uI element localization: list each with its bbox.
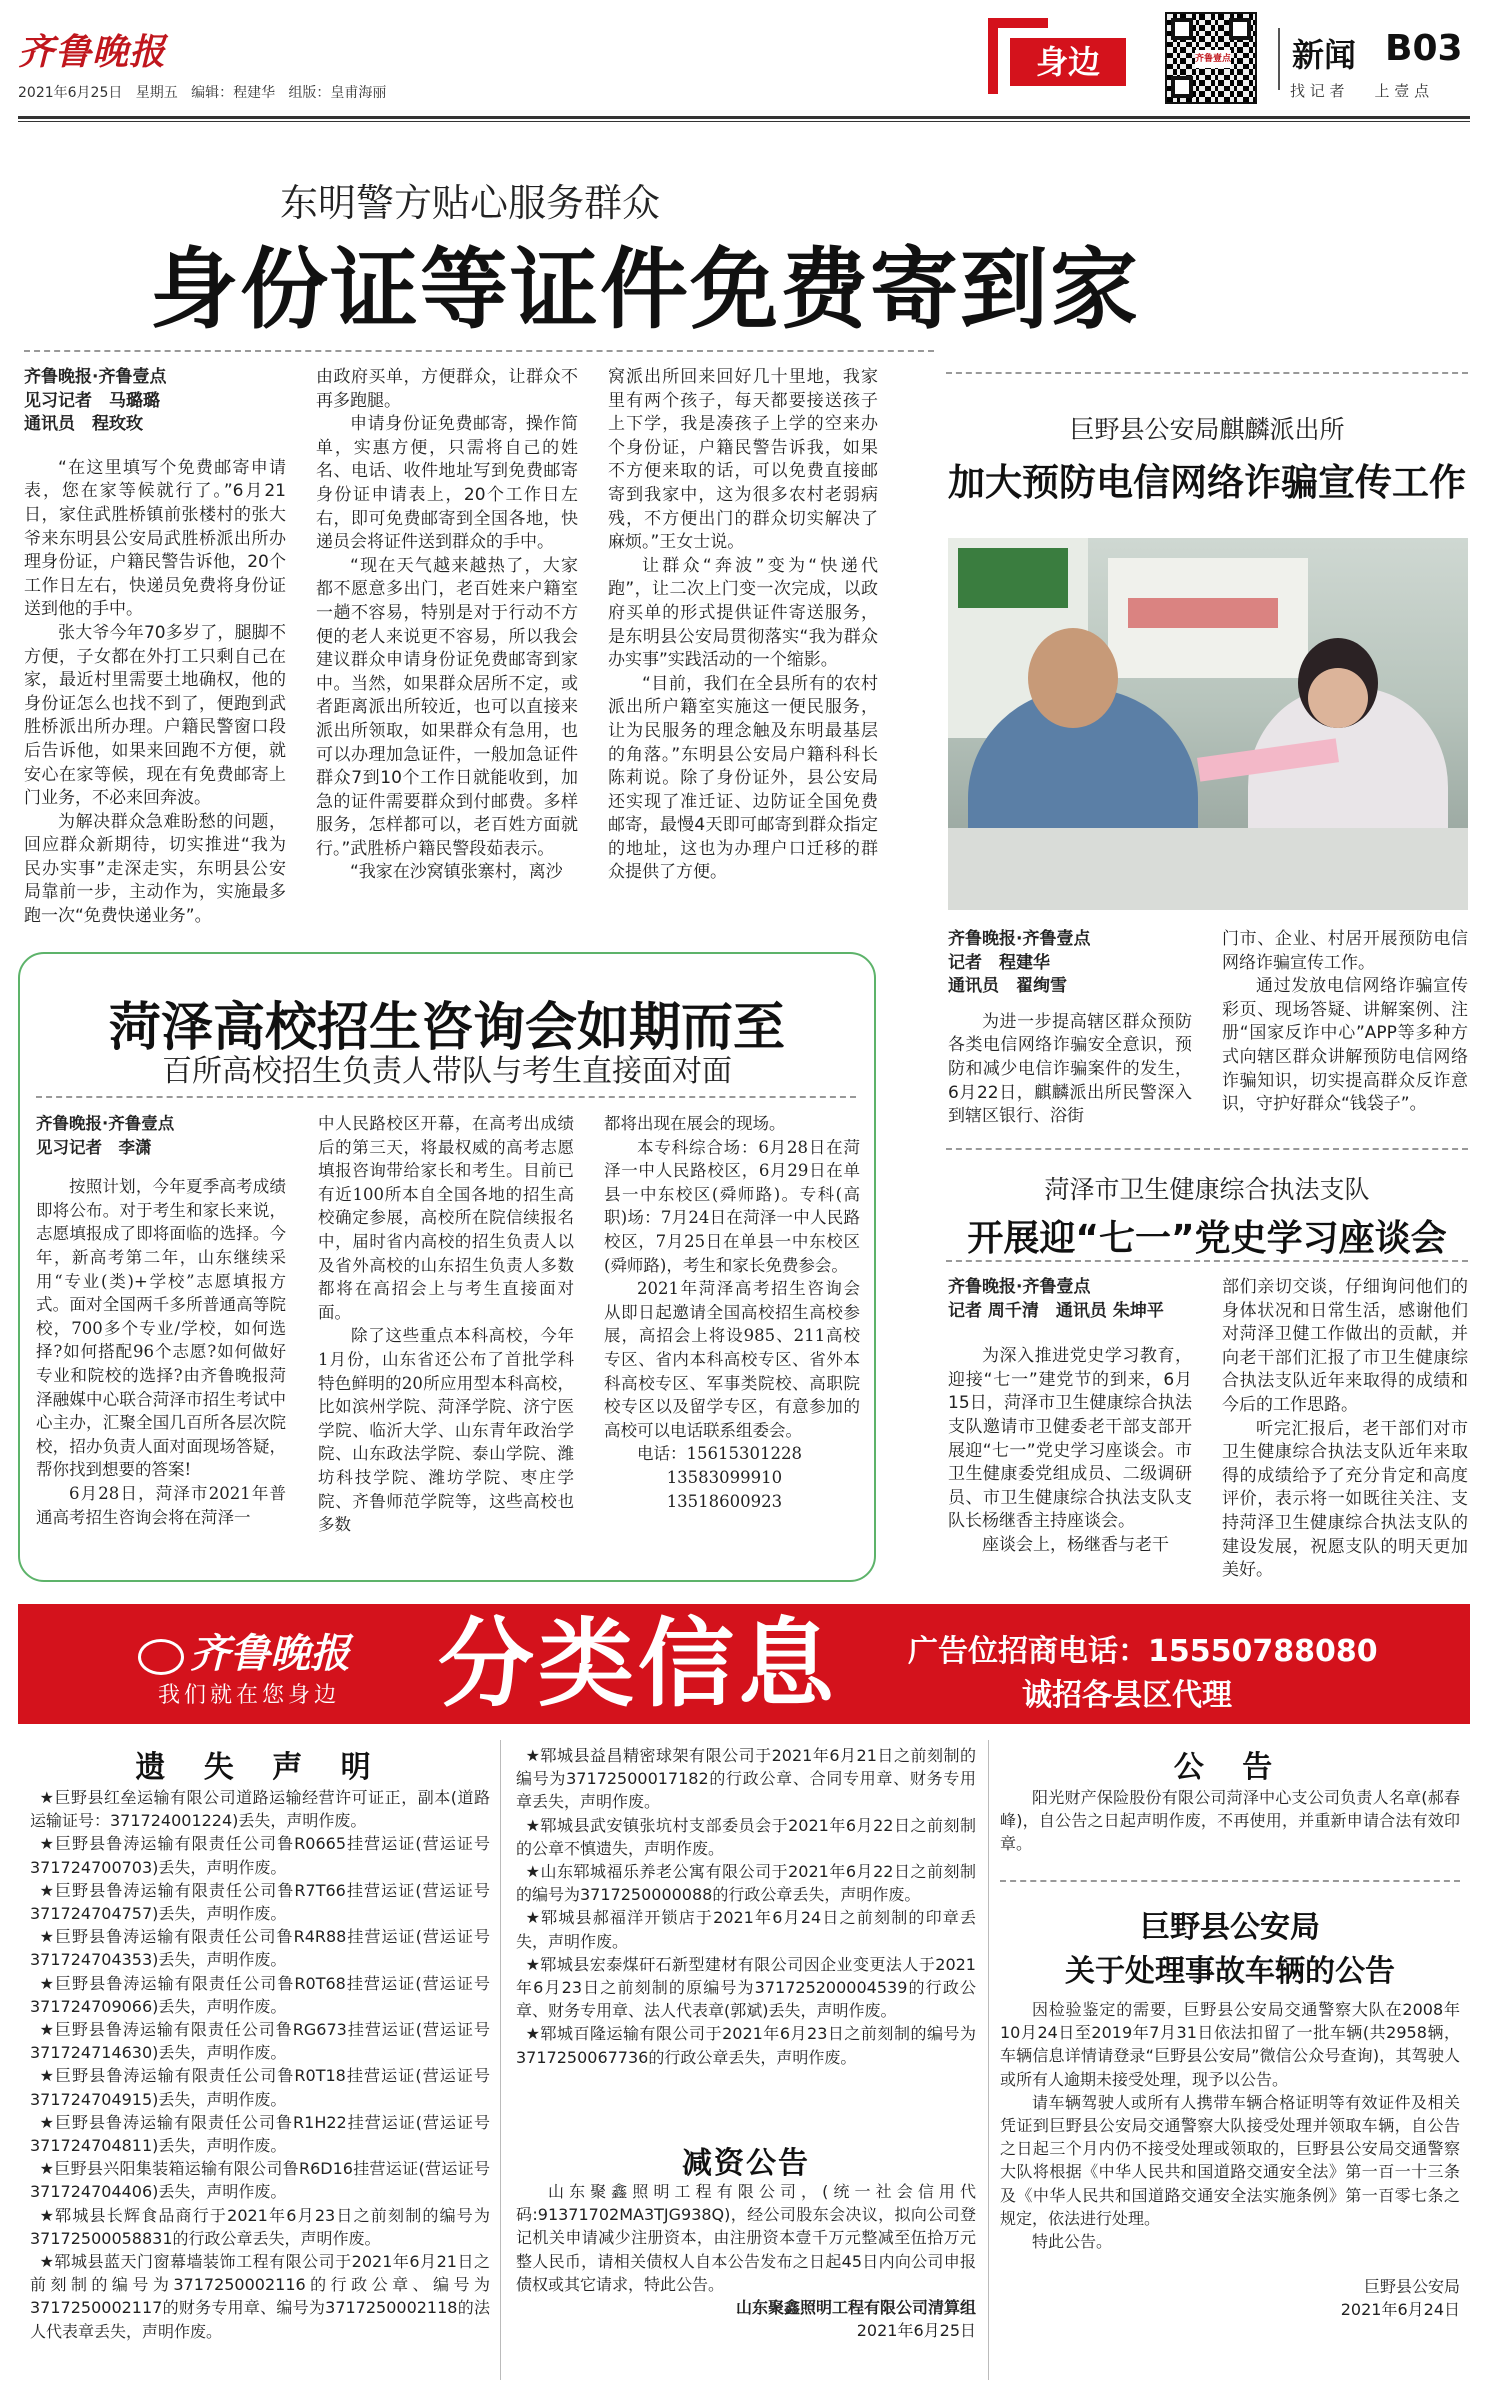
box-col-2 (318, 1112, 574, 1537)
header-rule (18, 116, 1470, 119)
paragraph: 为深入推进党史学习教育，迎接“七一”建党节的到来，6月15日，菏泽市卫生健康综合执法支队邀请市卫健委老干部支部开展迎“七一”党史学习座谈会。市卫生健康委党组成员、二级调研员、市卫生健康综合执法支队支队长杨继香主持座谈会。 (948, 1346, 1192, 1532)
notice-body (1000, 1786, 1460, 1856)
lost-item: ★郓城县郝福洋开锁店于2021年6月24日之前刻制的印章丢失，声明作废。 (516, 1908, 976, 1951)
paragraph: “我家在沙窝镇张寨村，离沙 (350, 862, 563, 883)
paragraph: 6月28日，菏泽市2021年普通高考招生咨询会将在菏泽一 (36, 1483, 286, 1527)
header-slogan: 找 记 者 上 壹 点 (1290, 82, 1430, 100)
notice-text: 阳光财产保险股份有限公司菏泽中心支公司负责人名章(郝春峰)，自公告之日起声明作废，不再使用，并重新申请合法有效印章。 (1000, 1788, 1460, 1854)
capital-date: 2021年6月25日 (856, 2321, 976, 2341)
capital-notice (516, 2180, 976, 2342)
lead-byline-2: 见习记者 马璐璐 (24, 390, 160, 411)
lost-item: ★巨野县鲁涛运输有限责任公司鲁R0T18挂营运证(营运证号371724704915)丢失，声明作废。 (30, 2066, 490, 2109)
paragraph: 2021年菏泽高考招生咨询会从即日起邀请全国高校招生高校参展，高招会上将设985、211高校专区、省内本科高校专区、省外本科高校专区、军事类院校、高职院校专区以及留学专区，有意参加的高校可以电话联系组委会。 (604, 1279, 860, 1440)
lead-col-2 (316, 366, 578, 885)
paragraph: “目前，我们在全县所有的农村派出所户籍室实施这一便民服务，让为民服务的理念触及东明最基层的角落。”东明县公安局户籍科科长陈莉说。除了身份证外，县公安局还实现了准迁证、边防证全国免费邮寄，最慢4天即可邮寄到群众指定的地址，这也为办理户口迁移的群众提供了方便。 (608, 673, 878, 883)
lead-kicker: 东明警方贴心服务群众 (279, 181, 660, 225)
right-top-byline-2: 记者 程建华 (948, 952, 1050, 973)
issue-date (18, 82, 386, 102)
qr-brand-label: 齐鲁壹点 (1195, 50, 1231, 68)
lost-item: ★郓城县长辉食品商行于2021年6月23日之前刻制的编号为3717250005883​1的行政公章丢失，声明作废。 (30, 2205, 490, 2248)
right-top-kicker: 巨野县公安局麒麟派出所 (1069, 415, 1345, 444)
police-photo (948, 538, 1468, 910)
lost-item: ★郓城县蓝天门窗幕墙装饰工程有限公司于2021年6月21日之前刻制的编号为3717250002116的行政公章、编号为3717250002117的财务专用章、编号为3717250002118的法人代表章丢失，声明作废。 (30, 2252, 490, 2341)
right-mid-byline-1: 齐鲁晚报·齐鲁壹点 (948, 1277, 1091, 1297)
paragraph: 按照计划，今年夏季高考成绩即将公布。对于考生和家长来说，志愿填报成了即将面临的选择。今年，新高考第二年，山东继续采用“专业(类)+学校”志愿填报方式。面对全国两千多所普通高等院校，700多个专业/学校，如何选择?如何搭配96个志愿?如何做好专业和院校的选择?由齐鲁晚报菏泽融媒中心联合菏泽市招生考试中心主办，汇聚全国几百所各层次院校，招办负责人面对面现场答疑，帮你找到想要的答案! (36, 1177, 286, 1480)
police-notice-title-1: 巨野县公安局 (1140, 1910, 1320, 1945)
lost-item: ★巨野县鲁涛运输有限责任公司鲁RG673挂营运证(营运证号371724714630)丢失，声明作废。 (30, 2020, 490, 2063)
banner-phone: 广告位招商电话：15550788080 (908, 1634, 1378, 1669)
police-date: 2021年6月24日 (1340, 2300, 1460, 2320)
paragraph: “在这里填写个免费邮寄申请表，您在家等候就行了。”6月21日，家住武胜桥镇前张楼村的张大爷来东明县公安局武胜桥派出所办理身份证，户籍民警告诉他，20个工作日左右，快递员免费将身份证送到他的手中。 (24, 457, 286, 620)
lead-col-1 (24, 366, 286, 929)
paragraph: 座谈会上，杨继香与老干 (982, 1534, 1169, 1555)
police-notice-title-2: 关于处理事故车辆的公告 (1065, 1954, 1395, 1989)
section-tab (988, 18, 1140, 94)
paragraph: 本专科综合场：6月28日在菏泽一中人民路校区，6月29日在单县一中东校区(舜师路)。专科(高职)场：7月24日在菏泽一中人民路校区，7月25日在单县一中东校区(舜师路)，考生和家长免费参会。 (604, 1137, 860, 1275)
right-mid-title: 开展迎“七一”党史学习座谈会 (967, 1218, 1447, 1259)
capital-text: 山东聚鑫照明工程有限公司，(统一社会信用代码:91371702MA3TJG938Q)，经公司股东会决议，拟向公司登记机关申请减少注册资本，由注册资本壹千万元整减至伍拾万元整人民币，请相关债权人自本公告发布之日起45日内向公司申报债权或其它请求，特此公告。 (516, 2182, 976, 2294)
paragraph: 为解决群众急难盼愁的问题，回应群众新期待，切实推进“我为民办实事”走深走实，东明县公安局靠前一步，主动作为，实施最多跑一次“免费快递业务”。 (24, 811, 286, 927)
police-paragraph: 特此公告。 (1032, 2232, 1113, 2252)
paragraph: 申请身份证免费邮寄，操作简单，实惠方便，只需将自己的姓名、电话、收件地址写到免费邮寄身份证申请表上，20个工作日左右，即可免费邮寄到全国各地，快递员会将证件送到群众的手中。 (316, 414, 578, 553)
lost-item: ★巨野县鲁涛运输有限责任公司鲁R0665挂营运证(营运证号371724700703)丢失，声明作废。 (30, 1834, 490, 1877)
right-top-col-1 (948, 928, 1192, 1129)
capital-sign: 山东聚鑫照明工程有限公司清算组 (735, 2298, 976, 2318)
paragraph: 通过发放电信网络诈骗宣传彩页、现场答疑、讲解案例、注册“国家反诈中心”APP等多种方式向辖区群众讲解预防电信网络诈骗知识，切实提高群众反诈意识，守护好群众“钱袋子”。 (1222, 976, 1468, 1115)
right-top-col-2 (1222, 928, 1468, 1117)
right-top-byline-3: 通讯员 翟绚雪 (948, 976, 1067, 997)
right-mid-col-1 (948, 1276, 1192, 1558)
masthead-logo: 齐鲁晚报 (18, 31, 167, 73)
right-top-byline-1: 齐鲁晚报·齐鲁壹点 (948, 929, 1091, 949)
police-notice-body (1000, 1998, 1460, 2322)
lost-item: ★巨野县鲁涛运输有限责任公司鲁R7T66挂营运证(营运证号371724704757)丢失，声明作废。 (30, 1880, 490, 1924)
right-mid-byline-2: 记者 周千清 通讯员 朱坤平 (948, 1300, 1164, 1321)
layout-text: 组版：皇甫海丽 (288, 85, 387, 101)
paragraph: 听完汇报后，老干部们对市卫生健康综合执法支队近年来取得的成绩给予了充分肯定和高度评价，表示将一如既往关注、支持菏泽卫生健康综合执法支队的建设发展，祝愿支队的明天更加美好。 (1222, 1418, 1468, 1581)
lost-item: ★巨野县鲁涛运输有限责任公司鲁R0T68挂营运证(营运证号371724709066)丢失，声明作废。 (30, 1973, 490, 2016)
lost-item: ★巨野县鲁涛运输有限责任公司鲁R4R88挂营运证(营运证号371724704353)丢失，声明作废。 (30, 1927, 490, 1970)
paragraph: 让群众“奔波”变为“快递代跑”，让二次上门变一次完成，以政府买单的形式提供证件寄送服务，是东明县公安局贯彻落实“我为群众办实事”实践活动的一个缩影。 (608, 555, 878, 671)
qr-code[interactable] (1165, 12, 1257, 104)
box-title: 菏泽高校招生咨询会如期而至 (108, 998, 785, 1058)
lost-item: ★郓城县益昌精密球架有限公司于2021年6月21日之前刻制的编号为37172500017182的行政公章、合同专用章、财务专用章丢失，声明作废。 (516, 1746, 976, 1812)
paragraph: 为进一步提高辖区群众预防各类电信网络诈骗安全意识，预防和减少电信诈骗案件的发生，6月22日，麒麟派出所民警深入到辖区银行、浴街 (948, 1011, 1192, 1127)
box-byline-1: 齐鲁晚报·齐鲁壹点 (36, 1114, 175, 1133)
box-col-3 (604, 1112, 860, 1513)
box-subtitle: 百所高校招生负责人带队与考生直接面对面 (162, 1054, 732, 1089)
police-paragraph: 请车辆驾驶人或所有人携带车辆合格证明等有效证件及相关凭证到巨野县公安局交通警察大队接受处理并领取车辆，自公告之日起三个月内仍不接受处理或领取的，巨野县公安局交通警察大队将根据《中华人民共和国道路交通安全法》第一百一十三条及《中华人民共和国道路交通安全法实施条例》第一百零七条之规定，依法进行处理。 (1000, 2092, 1460, 2228)
notice-title: 公 告 (1173, 1750, 1287, 1785)
lost-title: 遗 失 声 明 (135, 1750, 385, 1785)
paragraph: 门市、企业、村居开展预防电信网络诈骗宣传工作。 (1222, 929, 1468, 973)
date-text: 2021年6月25日 (18, 85, 123, 101)
box-byline-2: 见习记者 李潇 (36, 1137, 152, 1157)
page-category: 新闻 (1292, 36, 1357, 74)
lost-notices (30, 1786, 490, 2343)
phone-line: 13518600923 (666, 1491, 783, 1511)
banner-logo-slogan: 我们就在您身边 (158, 1683, 341, 1708)
right-mid-kicker: 菏泽市卫生健康综合执法支队 (1044, 1175, 1370, 1204)
lost-item: ★巨野县鲁涛运输有限责任公司鲁R1H22挂营运证(营运证号371724704811)丢失，声明作废。 (30, 2112, 490, 2156)
classified-banner (18, 1604, 1470, 1724)
lead-byline-1: 齐鲁晚报·齐鲁壹点 (24, 367, 167, 387)
weekday-text: 星期五 (135, 85, 178, 101)
police-paragraph: 因检验鉴定的需要，巨野县公安局交通警察大队在2008年10月24日至2019年7月31日依法扣留了一批车辆(共2958辆，车辆信息详情请登录“巨野县公安局”微信公众号查询)，其驾驶人或所有人逾期未接受处理，现予以公告。 (1000, 2000, 1460, 2089)
box-col-1 (36, 1112, 286, 1529)
lost-item: ★郓城县宏泰煤矸石新型建材有限公司因企业变更法人于2021年6月23日之前刻制的原编号为371725200004539的行政公章、财务专用章、法人代表章(郭斌)丢失，声明作废。 (516, 1954, 976, 2021)
paragraph: 张大爷今年70多岁了，腿脚不方便，子女都在外打工只剩自己在家，最近村里需要土地确权，他的身份证怎么也找不到了，便跑到武胜桥派出所办理。户籍民警窗口段后告诉他，如果来回跑不方便，就安心在家等候，现在有免费邮寄上门业务，不必来回奔波。 (24, 622, 286, 809)
lead-title: 身份证等证件免费寄到家 (149, 238, 1140, 341)
paragraph: 窝派出所回来回好几十里地，我家里有两个孩子，每天都要接送孩子上下学，我是凑孩子上学的空来办个身份证，户籍民警告诉我，如果不方便来取的话，可以免费直接邮寄到我家中，这为很多农村老弱病残，不方便出门的群众切实解决了麻烦。”王女士说。 (608, 367, 878, 553)
lost-item: ★巨野县兴阳集装箱运输有限公司鲁R6D16挂营运证(营运证号371724704406)丢失，声明作废。 (30, 2159, 490, 2202)
lost-item: ★山东郓城福乐养老公寓有限公司于2021年6月22日之前刻制的编号为3717250000088的行政公章丢失，声明作废。 (516, 1862, 976, 1905)
lost-item: ★郓城县武安镇张坑村支部委员会于2021年6月22日之前刻制的公章不慎遗失，声明作废。 (516, 1815, 976, 1858)
editor-text: 编辑：程建华 (191, 85, 276, 101)
banner-agent: 诚招各县区代理 (1022, 1678, 1232, 1713)
banner-title: 分类信息 (438, 1608, 838, 1720)
phone-line: 电话：15615301228 (637, 1444, 802, 1464)
banner-logo-icon (138, 1639, 184, 1675)
paragraph: 部们亲切交谈，仔细询问他们的身体状况和日常生活，感谢他们对菏泽卫健工作做出的贡献，并向老干部们汇报了市卫生健康综合执法支队近年来取得的成绩和今后的工作思路。 (1222, 1277, 1468, 1415)
section-label: 身边 (1010, 38, 1126, 86)
lead-col-3 (608, 366, 878, 885)
right-top-title: 加大预防电信网络诈骗宣传工作 (948, 461, 1466, 504)
right-mid-col-2 (1222, 1276, 1468, 1583)
lost-item: ★巨野县红垒运输有限公司道路运输经营许可证正，副本(道路运输证号：371724001224)丢失，声明作废。 (30, 1788, 490, 1831)
paragraph: 由政府买单，方便群众，让群众不再多跑腿。 (316, 367, 578, 411)
paragraph: 都将出现在展会的现场。 (604, 1114, 786, 1133)
police-sign: 巨野县公安局 (1363, 2277, 1460, 2297)
phone-line: 13583099910 (666, 1467, 783, 1487)
paragraph: 除了这些重点本科高校，今年1月份，山东省还公布了首批学科特色鲜明的20所应用型本科高校，比如滨州学院、菏泽学院、济宁医学院、临沂大学、山东青年政治学院、山东政法学院、泰山学院、潍坊科技学院、潍坊学院、枣庄学院、齐鲁师范学院等，这些高校也多数 (318, 1326, 574, 1535)
lost-item: ★郓城百隆运输有限公司于2021年6月23日之前刻制的编号为3717250067736的行政公章丢失，声明作废。 (516, 2024, 976, 2067)
mid-notices (516, 1744, 976, 2069)
banner-logo: 齐鲁晚报 (138, 1622, 350, 1679)
lead-byline-3: 通讯员 程玫玫 (24, 414, 143, 435)
capital-title: 减资公告 (682, 2146, 810, 2181)
paragraph: “现在天气越来越热了，大家都不愿意多出门，老百姓来户籍室一趟不容易，特别是对于行动不方便的老人来说更不容易，所以我会建议群众申请身份证免费邮寄到家中。当然，如果群众居所不定，或者距离派出所较近，也可以直接来派出所领取，如果群众有急用，也可以办理加急证件，一般加急证件群众7到10个工作日就能收到，加急的证件需要群众到付邮费。多样服务，怎样都可以，老百姓方面就行。”武胜桥户籍民警段茹表示。 (316, 555, 578, 859)
paragraph: 中人民路校区开幕，在高考出成绩后的第三天，将最权威的高考志愿填报咨询带给家长和考生。目前已有近100所本自全国各地的招生高校确定参展，高校所在院信续报名中，届时省内高校的招生负责人以及省外高校的山东招生负责人多数都将在高招会上与考生直接面对面。 (318, 1114, 574, 1322)
page-number: B03 (1385, 28, 1463, 69)
